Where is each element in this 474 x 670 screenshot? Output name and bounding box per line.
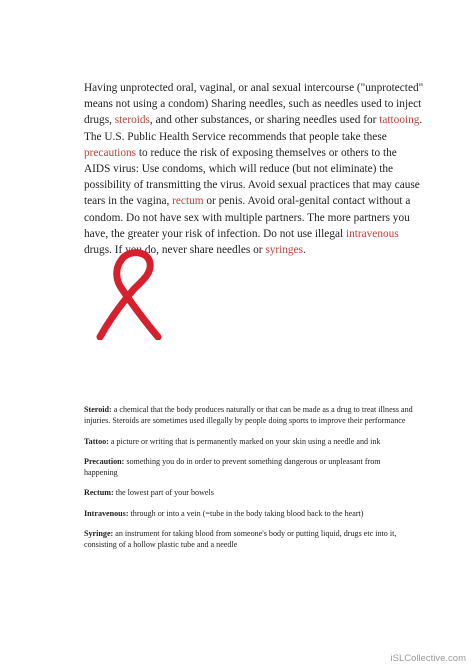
glossary-definition: through or into a vein (=tube in the body taking blood back to the heart)	[128, 508, 364, 518]
glossary-definition: something you do in order to prevent something dangerous or unpleasant from happening	[84, 456, 381, 478]
glossary	[84, 404, 414, 560]
text-segment: or penis. Avoid oral-genital contact without a condom. Do not have sex with multiple partners. The more partners you have, the greater your risk of infection. Do not use illegal	[84, 195, 411, 240]
glossary-item-intravenous	[84, 508, 414, 519]
glossary-definition: a picture or writing that is permanently marked on your skin using a needle and ink	[108, 436, 381, 446]
text-segment: Having unprotected oral, vaginal, or anal sexual intercourse ("unprotected" means not using a condom) Sharing needles, such as needles used to inject drugs,	[84, 82, 424, 127]
red-ribbon-icon	[92, 245, 162, 340]
highlight-intravenous: intravenous	[345, 227, 399, 240]
highlight-tattooing: tattooing	[379, 114, 420, 127]
glossary-item-tattoo	[84, 436, 414, 447]
glossary-item-syringe	[84, 528, 414, 551]
text-segment: . The U.S. Public Health Service recommends that people take these	[84, 114, 423, 143]
glossary-definition: the lowest part of your bowels	[113, 488, 214, 498]
highlight-rectum: rectum	[172, 195, 204, 208]
text-segment: , and other substances, or sharing needles used for	[149, 114, 380, 127]
glossary-item-precaution	[84, 456, 414, 479]
glossary-term: Syringe:	[84, 529, 114, 539]
highlight-steroids: steroids	[114, 114, 150, 127]
text-segment: to reduce the risk of exposing themselves or others to the AIDS virus: Use condoms, which will reduce (but not eliminate) the possibility of transmitting the virus. Avoid sexual practices that may cause tears in the vagina,	[84, 146, 420, 208]
glossary-term: Intravenous:	[84, 508, 129, 518]
glossary-definition: an instrument for taking blood from someone's body or putting liquid, drugs etc into it, consisting of a hollow plastic tube and a needle	[84, 529, 397, 550]
glossary-term: Steroid:	[84, 405, 112, 414]
text-segment: .	[302, 244, 306, 257]
glossary-definition: a chemical that the body produces naturally or that can be made as a drug to treat illness and injuries. Steroids are sometimes used illegally by people doing sports to improve their performance	[84, 405, 413, 426]
highlight-precautions: precautions	[84, 146, 137, 159]
watermark: iSLCollective.com	[390, 653, 466, 664]
main-paragraph	[84, 80, 424, 258]
glossary-item-rectum	[84, 487, 414, 498]
glossary-term: Precaution:	[84, 456, 125, 466]
text-segment: drugs. If you do, never share needles or	[84, 244, 266, 257]
glossary-term: Tattoo:	[84, 436, 109, 446]
glossary-term: Rectum:	[84, 488, 114, 498]
highlight-syringes: syringes	[265, 244, 303, 257]
glossary-item-steroid	[84, 404, 414, 427]
